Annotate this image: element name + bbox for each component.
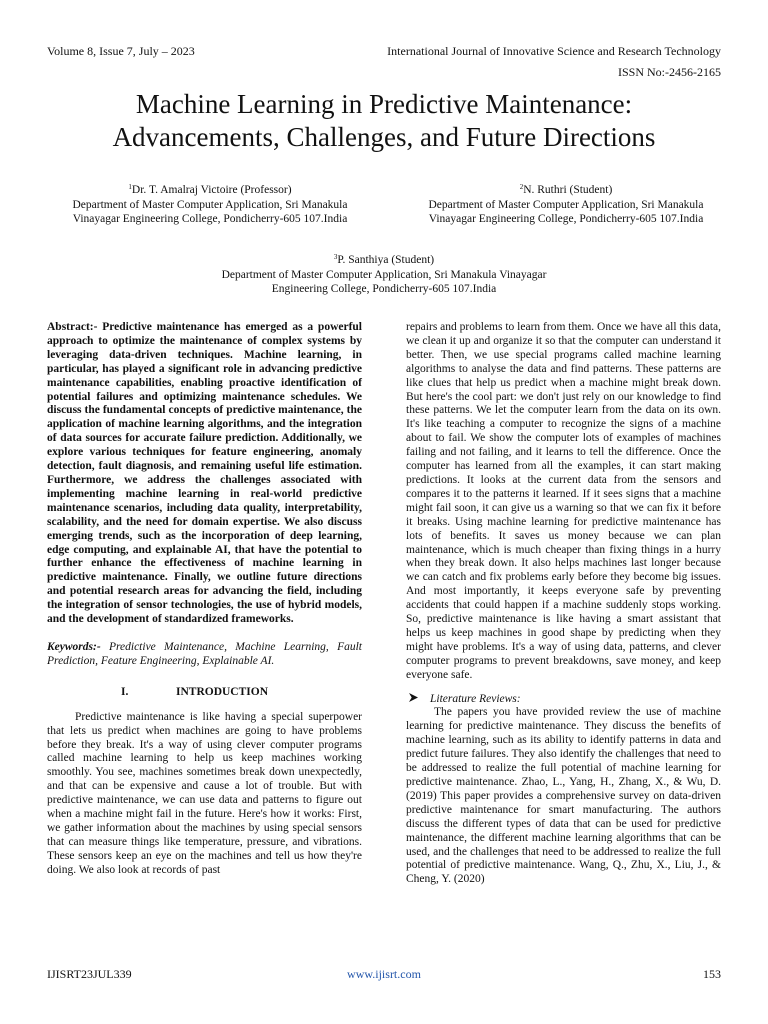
intro-paragraph-continued: repairs and problems to learn from them. Once we have all this data, we clean it up and organize it so that the computer can understand it better. Then, we use special programs called machine learning algorithms to analyse the data and find patterns. These patterns are like clues that help us predict when a machine might break down. But here's the cool part: we don't just rely on our knowledge to find these patterns. We let the computer learn from the data on its own. It's like teaching a computer to recognize the signs of a machine about to fail. We show the computer lots of examples of machines failing and not failing, and it learns to tell the difference. Once the computer has learned from all the examples, it can start making predictions. It looks at the current data from the sensors and compares it to the patterns it learned. If it sees signs that a machine might fail soon, it can give us a warning so that we can fix it before it breaks. Using machine learning for predictive maintenance has lots of benefits. It saves us money because we can plan maintenance, which is much cheaper than fixing things in a hurry when they break down. It also helps machines last longer because we can catch and fix problems early before they become big issues. And most importantly, it keeps everyone safe by preventing accidents that could happen if a machine suddenly stops working. So, predictive maintenance is like having a smart assistant that helps us keep machines in good shape by predicting when they might have problems. It's a way of using data, patterns, and clever computer programs to prevent breakdowns, save money, and keep everyone safe. [406, 321, 721, 681]
section-title: INTRODUCTION [176, 685, 269, 698]
arrowhead-bullet-icon [409, 693, 418, 702]
intro-paragraph: Predictive maintenance is like having a special superpower that lets us predict when machines are going to have problems before they break. It's a way of using clever computer programs called machine learning to help us keep machines working smoothly. You see, machines sometimes break down unexpectedly, and that can be expensive and cause a lot of trouble. But with predictive maintenance, we can use data and patterns to figure out when a machine might fail in the future. Here's how it works: First, we gather information about the machines by using special sensors that can measure things like temperature, pressure, and vibrations. These sensors keep an eye on the machines and tell us how they're doing. We also look at records of past [47, 710, 362, 876]
author-block-2 [396, 180, 736, 227]
author-1-affiliation-2: Vinayagar Engineering College, Pondicherry-605 107.India [72, 213, 348, 225]
literature-paragraph: The papers you have provided review the use of machine learning for predictive maintenance. They discuss the benefits of machine learning, such as its ability to identify patterns in data and predict future failures. They also identify the challenges that need to be addressed to realize the full potential of machine learning for predictive maintenance. Zhao, L., Yang, H., Zhang, X., & Wu, D. (2019) This paper provides a comprehensive survey on data-driven predictive maintenance for smart manufacturing. The authors discuss the different types of data that can be used for predictive maintenance, the different machine learning algorithms that can be used, and the challenges that need to be addressed to realize the full potential of predictive maintenance. Wang, Q., Zhu, X., Liu, J., & Cheng, Y. (2020) [406, 706, 721, 886]
paper-title-line-2: Advancements, Challenges, and Future Directions [112, 122, 656, 152]
keywords-text: Predictive Maintenance, Machine Learning, Fault Prediction, Feature Engineering, Explainable AI. [47, 640, 362, 667]
abstract [47, 321, 362, 627]
author-3-marker: 3 [333, 253, 338, 261]
author-2-marker: 2 [519, 183, 524, 191]
author-3-affiliation-2: Engineering College, Pondicherry-605 107.India [271, 283, 497, 295]
volume-issue: Volume 8, Issue 7, July – 2023 [47, 44, 195, 58]
right-column [406, 321, 721, 887]
paper-title [40, 88, 728, 154]
keywords [47, 641, 362, 669]
literature-heading-text: Literature Reviews: [430, 692, 521, 705]
author-block-3 [174, 250, 594, 297]
paper-title-line-1: Machine Learning in Predictive Maintenance: [135, 89, 633, 119]
keywords-label: Keywords:- [47, 640, 101, 653]
article-code: IJISRT23JUL339 [47, 967, 132, 981]
author-3-name: P. Santhiya (Student) [337, 254, 435, 266]
author-1-affiliation-1: Department of Master Computer Application, Sri Manakula [72, 198, 348, 211]
author-1-marker: 1 [128, 183, 132, 191]
author-3-affiliation-1: Department of Master Computer Application, Sri Manakula Vinayagar [221, 268, 547, 281]
journal-name: International Journal of Innovative Science and Research Technology [387, 44, 721, 58]
issn: ISSN No:-2456-2165 [617, 65, 721, 79]
journal-website-link[interactable]: www.ijisrt.com [347, 967, 421, 981]
left-column [47, 321, 362, 878]
author-1-name: Dr. T. Amalraj Victoire (Professor) [131, 184, 292, 196]
author-2-affiliation-1: Department of Master Computer Application, Sri Manakula [428, 198, 704, 211]
author-2-name: N. Ruthri (Student) [523, 184, 613, 196]
literature-heading [406, 693, 721, 707]
section-number: I. [121, 685, 129, 698]
author-2-affiliation-2: Vinayagar Engineering College, Pondicherry-605 107.India [428, 213, 704, 225]
abstract-label: Abstract:- [47, 321, 98, 333]
author-block-1 [40, 180, 380, 227]
abstract-text: Predictive maintenance has emerged as a powerful approach to optimize the maintenance of complex systems by leveraging data-driven techniques. Machine learning, in particular, has played a significant role in advancing predictive maintenance capabilities, enabling proactive identification of potential failures and optimizing maintenance schedules. We discuss the fundamental concepts of predictive maintenance, the application of machine learning algorithms, and the integration of data sources for accurate failure prediction. Additionally, we explore various techniques for feature engineering, anomaly detection, fault diagnosis, and remaining useful life estimation. Furthermore, we address the challenges associated with implementing machine learning in real-world predictive maintenance scenarios, including data quality, interpretability, scalability, and the need for domain expertise. We also discuss emerging trends, such as the incorporation of deep learning, edge computing, and explainable AI, that have the potential to further enhance the effectiveness of machine learning in predictive maintenance. Finally, we outline future directions and potential research areas for advancing the field, including the integration of sensor technologies, the use of hybrid models, and the development of standardized frameworks. [47, 321, 362, 626]
section-heading [47, 686, 362, 700]
page-number: 153 [703, 967, 721, 981]
